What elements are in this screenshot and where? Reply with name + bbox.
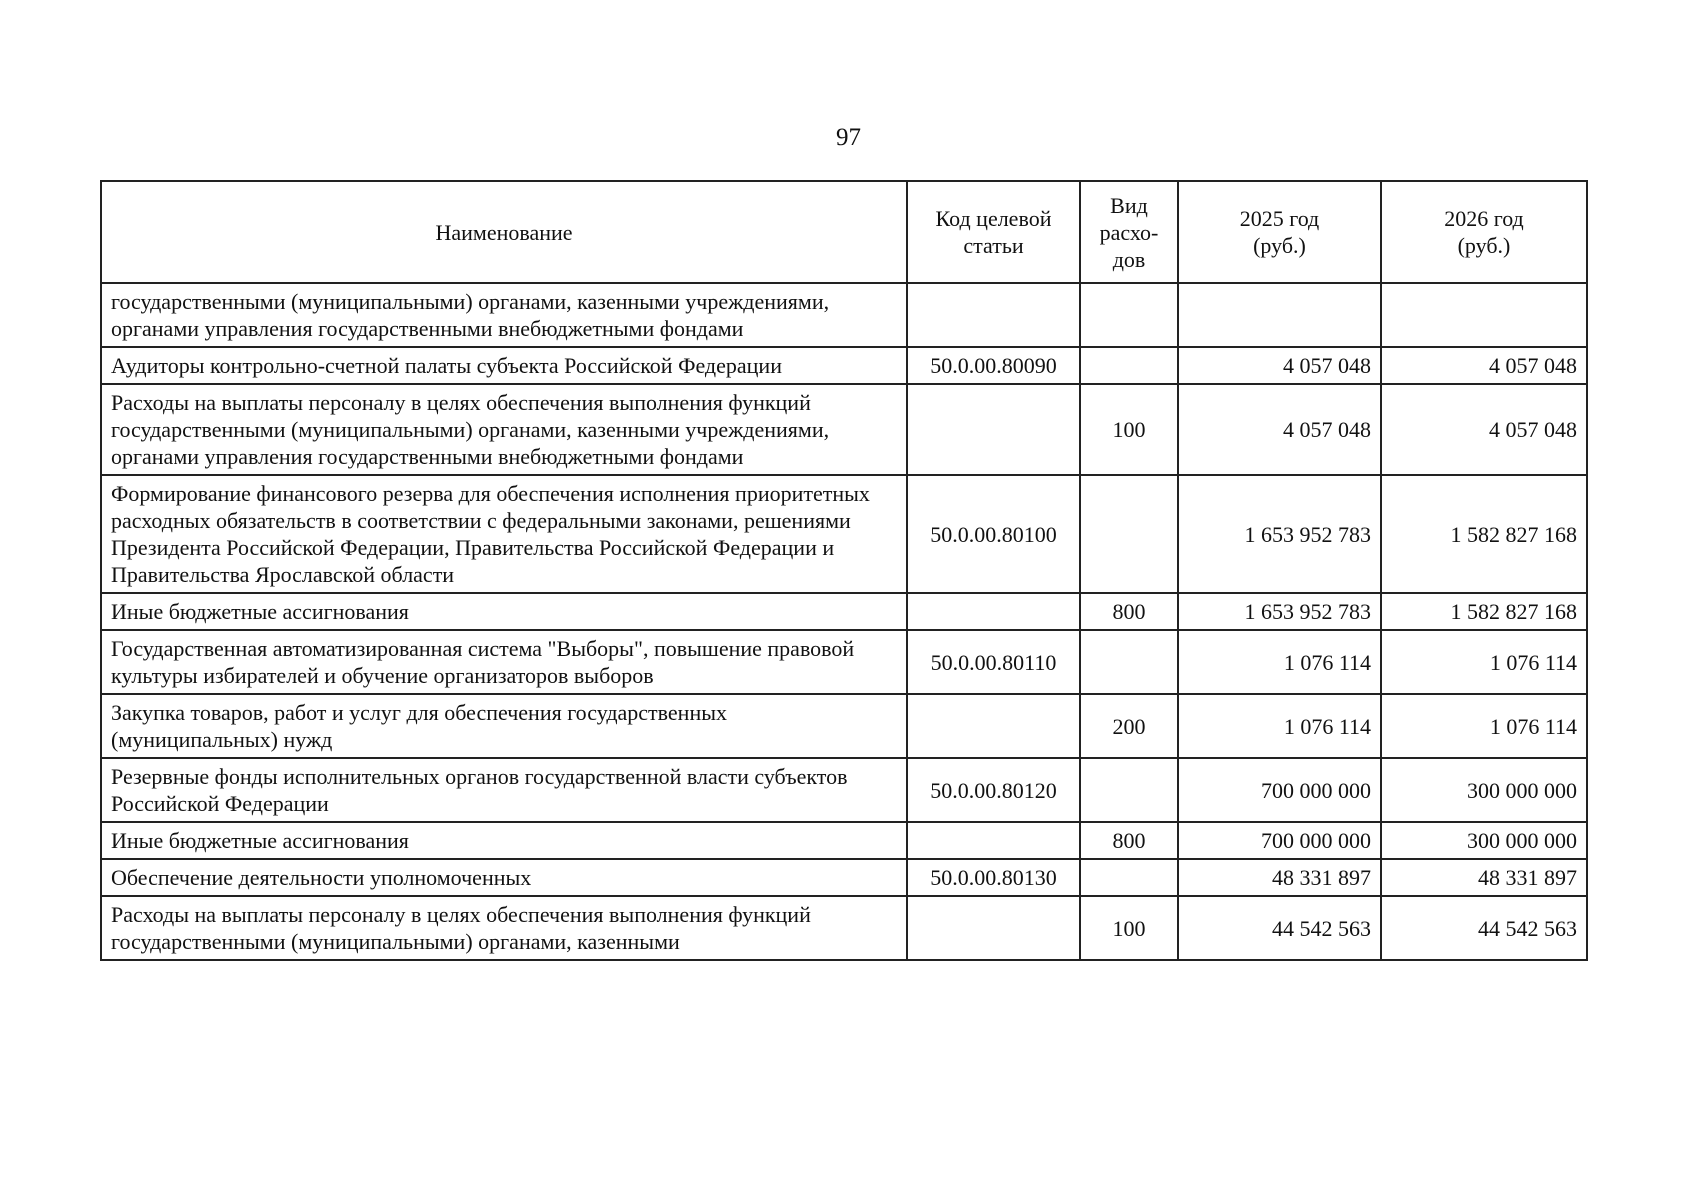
row-kind: 100 (1080, 384, 1178, 475)
row-2026: 48 331 897 (1381, 859, 1587, 896)
row-2026 (1381, 283, 1587, 347)
row-kind: 800 (1080, 593, 1178, 630)
row-2025: 1 653 952 783 (1178, 593, 1381, 630)
header-name: Наименование (101, 181, 907, 283)
table-row (101, 896, 1587, 960)
row-2025 (1178, 283, 1381, 347)
row-2025: 44 542 563 (1178, 896, 1381, 960)
row-code (907, 694, 1080, 758)
row-name: Расходы на выплаты персоналу в целях обеспечения выполнения функций государственными (муниципальными) органами, казенными (101, 896, 907, 960)
row-kind (1080, 859, 1178, 896)
budget-table (100, 180, 1588, 961)
row-code: 50.0.00.80100 (907, 475, 1080, 593)
row-name: Формирование финансового резерва для обеспечения исполнения приоритетных расходных обязательств в соответствии с федеральными законами, решениями Президента Российской Федерации, Правительства Российской Федерации и Правительства Ярославской области (101, 475, 907, 593)
row-2026: 1 582 827 168 (1381, 475, 1587, 593)
row-2025: 700 000 000 (1178, 758, 1381, 822)
row-name: Аудиторы контрольно-счетной палаты субъекта Российской Федерации (101, 347, 907, 384)
table-row (101, 283, 1587, 347)
table-row (101, 384, 1587, 475)
row-kind: 800 (1080, 822, 1178, 859)
row-code: 50.0.00.80090 (907, 347, 1080, 384)
row-kind (1080, 475, 1178, 593)
row-kind (1080, 347, 1178, 384)
row-2026: 4 057 048 (1381, 347, 1587, 384)
table-row (101, 694, 1587, 758)
header-2025-line: (руб.) (1253, 233, 1306, 258)
header-kind-line: Вид (1110, 192, 1148, 218)
table-row (101, 475, 1587, 593)
row-2025: 4 057 048 (1178, 347, 1381, 384)
row-name: Закупка товаров, работ и услуг для обеспечения государственных (муниципальных) нужд (101, 694, 907, 758)
header-2026 (1381, 181, 1587, 283)
row-2026: 300 000 000 (1381, 822, 1587, 859)
header-2025 (1178, 181, 1381, 283)
row-2025: 1 653 952 783 (1178, 475, 1381, 593)
row-2025: 1 076 114 (1178, 630, 1381, 694)
row-kind (1080, 630, 1178, 694)
table-row (101, 859, 1587, 896)
header-kind-line: расхо- (1099, 219, 1159, 245)
header-code (907, 181, 1080, 283)
row-2026: 300 000 000 (1381, 758, 1587, 822)
row-name: Иные бюджетные ассигнования (101, 822, 907, 859)
row-2026: 1 076 114 (1381, 694, 1587, 758)
header-code-line: статьи (963, 233, 1024, 258)
row-kind (1080, 758, 1178, 822)
row-code (907, 283, 1080, 347)
row-2025: 48 331 897 (1178, 859, 1381, 896)
header-code-line: Код целевой (935, 206, 1052, 231)
row-code (907, 593, 1080, 630)
row-2025: 4 057 048 (1178, 384, 1381, 475)
row-name: Обеспечение деятельности уполномоченных (101, 859, 907, 896)
row-2026: 4 057 048 (1381, 384, 1587, 475)
row-code (907, 384, 1080, 475)
row-2026: 44 542 563 (1381, 896, 1587, 960)
header-kind (1080, 181, 1178, 283)
row-kind: 100 (1080, 896, 1178, 960)
row-code: 50.0.00.80130 (907, 859, 1080, 896)
header-2025-line: 2025 год (1239, 206, 1320, 231)
table-row (101, 347, 1587, 384)
table-row (101, 593, 1587, 630)
table-row (101, 630, 1587, 694)
row-2025: 700 000 000 (1178, 822, 1381, 859)
row-name: Расходы на выплаты персоналу в целях обеспечения выполнения функций государственными (муниципальными) органами, казенными учреждениями, органами управления государственными внебюджетными фондами (101, 384, 907, 475)
row-name: Иные бюджетные ассигнования (101, 593, 907, 630)
row-name: Резервные фонды исполнительных органов государственной власти субъектов Российской Федерации (101, 758, 907, 822)
row-2025: 1 076 114 (1178, 694, 1381, 758)
row-code: 50.0.00.80110 (907, 630, 1080, 694)
row-2026: 1 076 114 (1381, 630, 1587, 694)
page-number: 97 (836, 124, 861, 151)
row-code (907, 896, 1080, 960)
row-2026: 1 582 827 168 (1381, 593, 1587, 630)
row-kind: 200 (1080, 694, 1178, 758)
header-2026-line: (руб.) (1457, 233, 1511, 258)
header-2026-line: 2026 год (1444, 206, 1524, 231)
header-kind-line: дов (1112, 246, 1146, 272)
table-header-row (101, 181, 1587, 283)
row-code (907, 822, 1080, 859)
row-name: Государственная автоматизированная система "Выборы", повышение правовой культуры избирателей и обучение организаторов выборов (101, 630, 907, 694)
table-row (101, 822, 1587, 859)
table-row (101, 758, 1587, 822)
row-name: государственными (муниципальными) органами, казенными учреждениями, органами управления государственными внебюджетными фондами (101, 283, 907, 347)
row-kind (1080, 283, 1178, 347)
row-code: 50.0.00.80120 (907, 758, 1080, 822)
